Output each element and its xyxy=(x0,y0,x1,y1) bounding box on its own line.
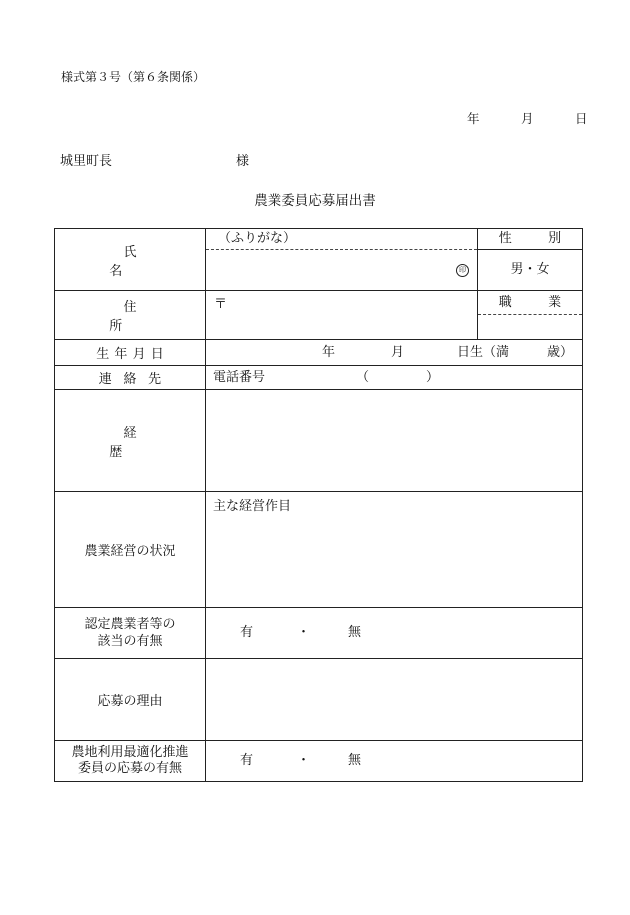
gender-label: 性 別 xyxy=(498,231,573,246)
certified-row xyxy=(55,608,583,659)
recipient-name: 城里町長 xyxy=(60,154,113,169)
birthdate-input-cell[interactable] xyxy=(206,340,583,366)
certified-label-line1: 認定農業者等の xyxy=(84,617,176,632)
farm-status-label-cell xyxy=(55,492,206,608)
furigana-area[interactable] xyxy=(206,229,477,249)
career-row xyxy=(55,390,583,492)
certified-separator: ・ xyxy=(297,625,311,640)
address-row xyxy=(55,291,583,340)
gender-label-area xyxy=(478,229,582,249)
certified-label-line2: 該当の有無 xyxy=(97,634,163,649)
name-input-cell[interactable] xyxy=(206,229,478,291)
name-entry-area[interactable] xyxy=(206,249,477,290)
certified-input-cell[interactable] xyxy=(206,608,583,659)
reason-row xyxy=(55,659,583,741)
occupation-cell xyxy=(478,291,583,340)
career-label: 経 歴 xyxy=(109,425,207,460)
promotion-label-cell xyxy=(55,741,206,782)
certified-yes[interactable]: 有 xyxy=(240,625,254,640)
promotion-yes[interactable]: 有 xyxy=(240,753,254,768)
form-number: 様式第３号（第６条関係） xyxy=(61,70,206,84)
contact-input-cell[interactable] xyxy=(206,366,583,390)
certified-label-cell xyxy=(55,608,206,659)
name-label-cell xyxy=(55,229,206,291)
name-label: 氏 名 xyxy=(109,244,207,279)
contact-label: 連絡先 xyxy=(98,372,173,387)
birth-month-label: 月 xyxy=(391,344,405,360)
promotion-separator: ・ xyxy=(297,753,311,768)
seal-mark-icon: 印 xyxy=(456,264,469,277)
gender-value-area[interactable] xyxy=(478,249,582,290)
address-label: 住 所 xyxy=(109,300,207,334)
birthdate-label-cell xyxy=(55,340,206,366)
phone-paren-open: （ xyxy=(356,369,370,385)
career-label-cell xyxy=(55,390,206,492)
promotion-input-cell[interactable] xyxy=(206,741,583,782)
promotion-row xyxy=(55,741,583,782)
birth-day-age-label: 日生（満 xyxy=(457,344,510,360)
contact-label-cell xyxy=(55,366,206,390)
promotion-label-line2: 委員の応募の有無 xyxy=(77,761,182,776)
address-input-cell[interactable] xyxy=(206,291,478,340)
farm-status-row xyxy=(55,492,583,608)
application-form-table xyxy=(54,228,583,782)
gender-cell xyxy=(478,229,583,291)
occupation-entry-area[interactable] xyxy=(478,315,582,339)
certified-no[interactable]: 無 xyxy=(348,625,362,640)
date-year: 年 xyxy=(467,111,480,126)
gender-options: 男・女 xyxy=(510,262,550,277)
address-label-cell xyxy=(55,291,206,340)
postal-mark: 〒 xyxy=(214,297,228,312)
reason-label-cell xyxy=(55,659,206,741)
recipient-honorific: 様 xyxy=(236,154,250,169)
birthdate-label: 生年月日 xyxy=(96,347,169,362)
date-day: 日 xyxy=(575,111,588,126)
farm-status-input-cell[interactable] xyxy=(206,492,583,608)
phone-label: 電話番号 xyxy=(213,369,266,385)
career-input-cell[interactable] xyxy=(206,390,583,492)
occupation-label: 職 業 xyxy=(498,295,573,310)
promotion-label-line1: 農地利用最適化推進 xyxy=(71,745,189,760)
birthdate-row xyxy=(55,340,583,366)
reason-input-cell[interactable] xyxy=(206,659,583,741)
age-close-label: 歳） xyxy=(547,344,574,360)
main-crop-label: 主な経営作目 xyxy=(213,499,292,514)
reason-label: 応募の理由 xyxy=(97,694,163,709)
furigana-label: （ふりがな） xyxy=(218,231,297,246)
date-month: 月 xyxy=(521,111,534,126)
contact-row xyxy=(55,366,583,390)
farm-status-label: 農業経営の状況 xyxy=(84,544,176,559)
birth-year-label: 年 xyxy=(322,344,336,360)
document-title: 農業委員応募届出書 xyxy=(254,193,376,209)
phone-paren-close: ） xyxy=(426,369,440,385)
promotion-no[interactable]: 無 xyxy=(348,753,362,768)
occupation-label-area xyxy=(478,291,582,315)
name-row xyxy=(55,229,583,291)
